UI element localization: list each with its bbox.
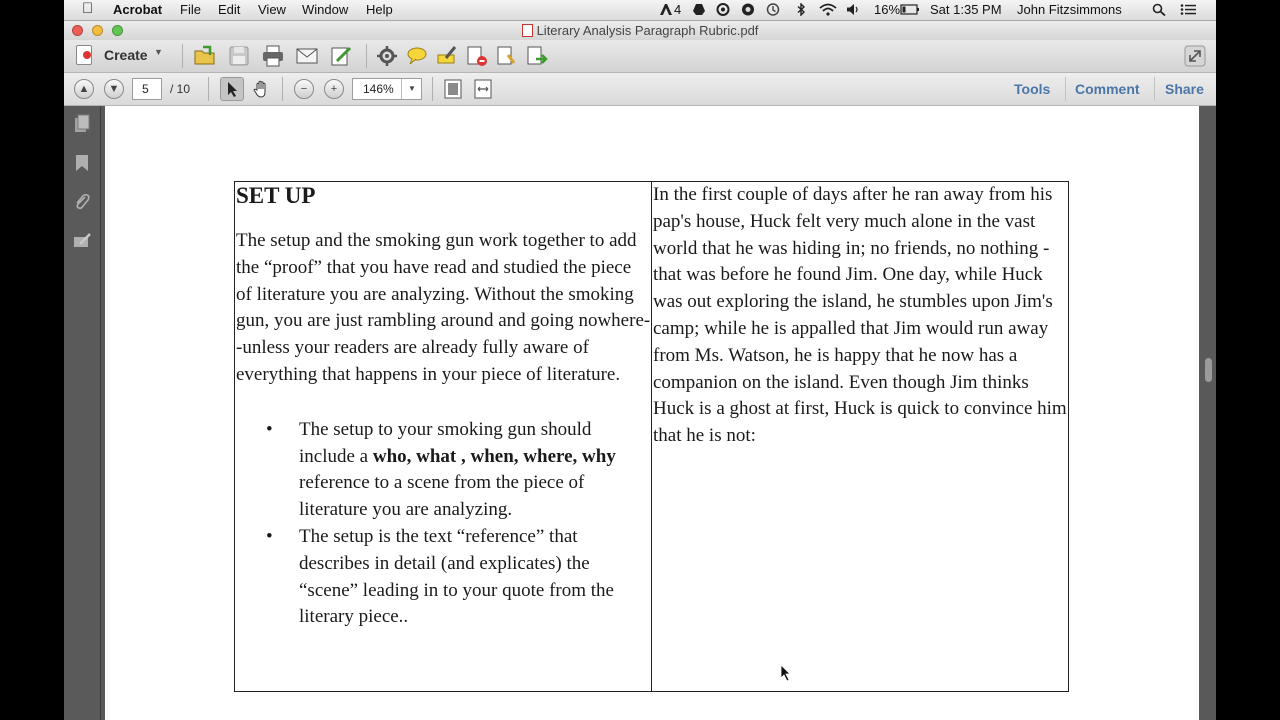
cursor-arrow-icon	[226, 81, 240, 98]
zoom-level-input[interactable]: 146%	[352, 78, 422, 100]
save-icon[interactable]	[226, 43, 252, 69]
open-folder-icon[interactable]	[192, 43, 218, 69]
create-label: Create	[104, 47, 148, 63]
wifi-icon[interactable]	[819, 3, 837, 16]
page-total: / 10	[170, 82, 191, 96]
window-title-bar	[64, 21, 1216, 40]
table-cell-setup	[235, 182, 652, 692]
comment-pane-button[interactable]: Comment	[1075, 81, 1140, 97]
app-menu[interactable]: Acrobat	[113, 2, 163, 17]
bullet-list	[235, 417, 651, 631]
mouse-pointer-icon	[780, 664, 792, 682]
arrow-down-icon: ▼	[108, 83, 120, 95]
spotlight-search-icon[interactable]	[1152, 3, 1166, 16]
page-number-input[interactable]: 5	[132, 78, 162, 100]
toolbar-divider	[208, 77, 209, 101]
example-paragraph: In the first couple of days after he ran away from his pap's house, Huck felt very much alone in the vast world that he was hiding in; no friends, no nothing - that was before he found Jim. One day, while Huck was out exploring the island, he stumbles upon Jim's camp; while he is appalled that Jim would run away from Ms. Watson, he is happy that he now has a companion on the island. Even though Jim thinks Huck is a ghost at first, Huck is quick to convince him that he is not:	[653, 184, 1067, 447]
sync-icon[interactable]	[716, 3, 730, 16]
menu-window[interactable]: Window	[302, 2, 349, 17]
tray-badge: 4	[674, 2, 682, 17]
chevron-down-icon: ▼	[154, 47, 163, 57]
attachments-paperclip-icon[interactable]	[72, 192, 92, 212]
bullet-icon: •	[266, 525, 273, 547]
bookmarks-icon[interactable]	[72, 153, 92, 173]
zoom-out-button[interactable]	[294, 79, 314, 99]
adobe-tray-icon[interactable]	[659, 3, 673, 16]
toolbar-divider	[366, 44, 367, 68]
comment-bubble-icon[interactable]	[404, 43, 430, 69]
sign-document-icon[interactable]	[328, 43, 354, 69]
next-page-button[interactable]	[104, 79, 124, 99]
attach-file-icon[interactable]	[494, 43, 520, 69]
bullet-icon: •	[266, 418, 273, 440]
vertical-scrollbar-thumb[interactable]	[1205, 358, 1212, 382]
share-pane-button[interactable]: Share	[1165, 81, 1204, 97]
minus-icon: −	[300, 83, 308, 95]
drive-icon[interactable]	[692, 3, 706, 16]
table-row	[235, 182, 1069, 692]
section-heading: SET UP	[236, 183, 316, 208]
bullet-text: reference to a scene from the piece of literature you are analyzing.	[299, 472, 585, 521]
bullet-text: The setup to your smoking gun should include a	[299, 418, 592, 467]
pdf-file-icon	[522, 24, 533, 37]
list-item	[235, 417, 651, 524]
plus-icon: +	[330, 83, 338, 95]
create-pdf-icon	[76, 45, 92, 65]
signatures-icon[interactable]	[72, 231, 92, 251]
strikethrough-icon[interactable]	[464, 43, 490, 69]
arrow-up-icon: ▲	[78, 83, 90, 95]
previous-page-button[interactable]	[74, 79, 94, 99]
menubar-clock[interactable]: Sat 1:35 PM	[930, 2, 1002, 17]
email-icon[interactable]	[294, 43, 320, 69]
acrobat-screen	[64, 0, 1216, 720]
pane-divider	[1154, 77, 1155, 101]
time-machine-icon[interactable]	[766, 3, 780, 16]
navigation-toolbar	[64, 73, 1216, 106]
menu-help[interactable]: Help	[366, 2, 393, 17]
document-view[interactable]	[101, 106, 1216, 720]
gear-icon[interactable]	[374, 43, 400, 69]
rubric-table	[234, 181, 1069, 692]
page-thumbnails-icon[interactable]	[72, 114, 92, 134]
pdf-page	[105, 106, 1199, 720]
table-cell-example	[652, 182, 1069, 692]
notification-center-icon[interactable]	[1180, 3, 1197, 16]
highlight-icon[interactable]	[434, 43, 460, 69]
apple-menu-icon[interactable]	[82, 0, 93, 17]
main-toolbar	[64, 40, 1216, 73]
export-icon[interactable]	[524, 43, 550, 69]
expand-icon[interactable]	[1182, 43, 1208, 69]
bluetooth-icon[interactable]	[794, 3, 808, 16]
menu-view[interactable]: View	[258, 2, 286, 17]
volume-icon[interactable]	[846, 3, 860, 16]
pane-divider	[1065, 77, 1066, 101]
toolbar-divider	[432, 77, 433, 101]
tools-pane-button[interactable]: Tools	[1014, 81, 1051, 97]
battery-percent: 16%	[874, 2, 901, 17]
menubar-user[interactable]: John Fitzsimmons	[1017, 2, 1122, 17]
hand-tool-icon[interactable]	[252, 79, 272, 99]
zoom-dropdown-chevron-icon[interactable]: ▼	[401, 79, 422, 99]
list-item	[235, 524, 651, 631]
window-title-text: Literary Analysis Paragraph Rubric.pdf	[536, 23, 759, 38]
menu-edit[interactable]: Edit	[218, 2, 241, 17]
menu-bar	[64, 0, 1216, 21]
bullet-bold-text: who, what , when, where, why	[372, 445, 616, 467]
menu-file[interactable]: File	[180, 2, 201, 17]
bullet-text: The setup is the text “reference” that describes in detail (and explicates) the “scene” leading in to your quote from the literary piece..	[299, 525, 614, 628]
window-title	[64, 23, 1216, 38]
fit-page-icon[interactable]	[442, 78, 464, 100]
battery-icon[interactable]	[900, 3, 920, 16]
toolbar-divider	[182, 44, 183, 68]
creative-cloud-icon[interactable]	[741, 3, 755, 16]
print-icon[interactable]	[260, 43, 286, 69]
select-tool-button[interactable]	[220, 77, 244, 101]
section-paragraph: The setup and the smoking gun work together to add the “proof” that you have read and studied the piece of literature you are analyzing. Without the smoking gun, you are just rambling around and going nowhere--unless your readers are already fully aware of everything that happens in your piece of literature.	[236, 230, 651, 385]
left-navigation-pane	[64, 106, 101, 720]
fit-width-icon[interactable]	[472, 78, 494, 100]
create-button[interactable]	[72, 43, 170, 68]
toolbar-divider	[282, 77, 283, 101]
zoom-in-button[interactable]	[324, 79, 344, 99]
